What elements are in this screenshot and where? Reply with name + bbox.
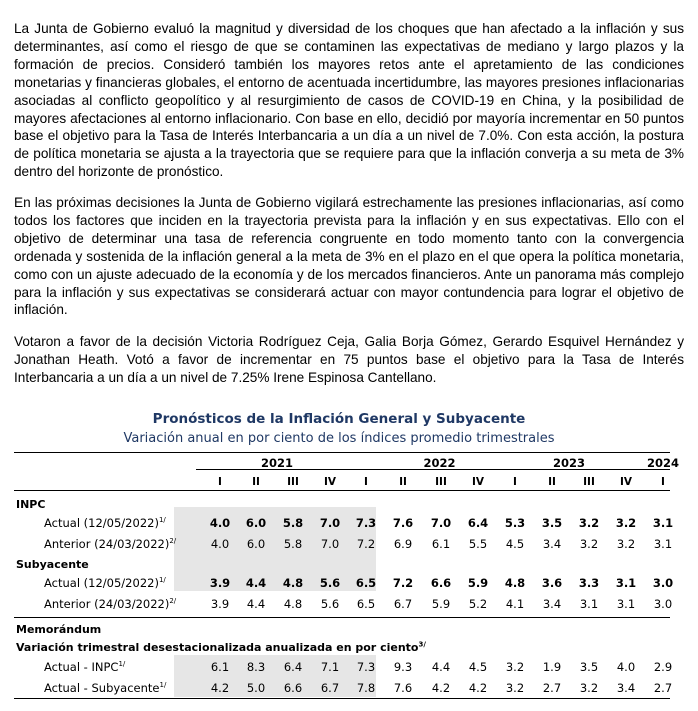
table-cell: 7.0 xyxy=(430,516,452,530)
table-cell: 3.9 xyxy=(210,597,230,611)
table-cell: 3.2 xyxy=(578,516,600,530)
table-cell: 6.1 xyxy=(431,537,451,551)
table-cell: 7.2 xyxy=(392,576,414,590)
table-cell: 3.0 xyxy=(653,597,673,611)
year-header: 2021 xyxy=(260,456,293,470)
table-cell: 4.2 xyxy=(468,681,488,695)
memo-subtitle-text: Variación trimestral desestacionalizada anualizada en por ciento xyxy=(16,641,419,654)
table-cell: 9.3 xyxy=(393,660,413,674)
quarter-header: II xyxy=(399,476,407,488)
footnote-marker: 1/ xyxy=(159,681,167,690)
table-cell: 4.4 xyxy=(431,660,451,674)
table-cell: 4.8 xyxy=(283,597,303,611)
paragraph-decision: La Junta de Gobierno evaluó la magnitud y diversidad de los choques que han afectado a la inflación y sus determinantes, así como el riesgo de que se contaminen las expectativas de mediano y largo plazos y la formación de precios. Consideró también los mayores retos ante el apretamiento de las condiciones monetarias y financieras globales, el entorno de acentuada incertidumbre, las mayores presiones inflacionarias asociadas al conflicto geopolítico y al resurgimiento de casos de COVID-19 en China, y la posibilidad de mayores afectaciones al entorno inflacionario. Con base en ello, decidió por mayoría incrementar en 50 puntos base el objetivo para la Tasa de Interés Interbancaria a un día a un nivel de 7.0%. Con esta acción, la postura de política monetaria se ajusta a la trayectoria que se requiere para que la inflación converja a su meta de 3% dentro del horizonte de pronóstico. xyxy=(14,21,684,180)
table-cell: 7.3 xyxy=(355,516,377,530)
quarter-header: III xyxy=(583,476,595,488)
quarter-header: III xyxy=(287,476,299,488)
table-cell: 6.0 xyxy=(246,537,266,551)
table-cell: 6.9 xyxy=(393,537,413,551)
table-cell: 3.2 xyxy=(505,681,525,695)
table-cell: 6.1 xyxy=(210,660,230,674)
table-cell: 7.0 xyxy=(320,537,340,551)
table-cell: 4.8 xyxy=(504,576,526,590)
table-cell: 7.0 xyxy=(319,516,341,530)
table-cell: 3.2 xyxy=(579,681,599,695)
table-cell: 5.8 xyxy=(282,516,304,530)
table-cell: 6.4 xyxy=(467,516,489,530)
row-label-text: Actual (12/05/2022) xyxy=(44,516,159,530)
table-cell: 4.1 xyxy=(505,597,525,611)
table-cell: 7.2 xyxy=(356,537,376,551)
quarter-header: II xyxy=(252,476,260,488)
table-cell: 3.1 xyxy=(653,537,673,551)
quarter-header: I xyxy=(661,476,665,488)
row-label-text: Actual - Subyacente xyxy=(44,681,160,695)
table-cell: 4.8 xyxy=(282,576,304,590)
table-cell: 5.6 xyxy=(320,597,340,611)
table-cell: 4.0 xyxy=(210,537,230,551)
table-cell: 3.4 xyxy=(616,681,636,695)
table-cell: 4.5 xyxy=(505,537,525,551)
row-label xyxy=(44,516,166,530)
table-cell: 2.7 xyxy=(653,681,673,695)
table-cell: 4.2 xyxy=(431,681,451,695)
quarter-header: I xyxy=(513,476,517,488)
quarter-header: IV xyxy=(619,476,633,488)
table-cell: 3.1 xyxy=(579,597,599,611)
table-cell: 4.5 xyxy=(468,660,488,674)
row-label-text: Actual (12/05/2022) xyxy=(44,576,159,590)
table-cell: 5.9 xyxy=(467,576,489,590)
row-label-text: Anterior (24/03/2022) xyxy=(44,597,170,611)
table-cell: 6.5 xyxy=(355,576,377,590)
table-cell: 7.3 xyxy=(356,660,376,674)
footnote-marker: 1/ xyxy=(158,576,166,585)
row-label xyxy=(44,576,166,590)
paragraph-outlook: En las próximas decisiones la Junta de Gobierno vigilará estrechamente las presiones inflacionarias, así como todos los factores que inciden en la trayectoria prevista para la inflación y en sus expectativas. Ello con el objetivo de determinar una tasa de referencia congruente en todo momento tanto con la convergencia ordenada y sostenida de la inflación general a la meta de 3% en el plazo en el que opera la política monetaria, como con un ajuste adecuado de la economía y de los mercados financieros. Ante un panorama más complejo para la inflación y sus expectativas se considerará actuar con mayor contundencia para lograr el objetivo de inflación. xyxy=(14,195,684,318)
table-cell: 3.4 xyxy=(542,597,562,611)
rule-top xyxy=(14,452,670,453)
memo-subtitle xyxy=(16,641,426,654)
table-cell: 6.7 xyxy=(393,597,413,611)
rule-under-quarters xyxy=(14,490,670,491)
table-cell: 3.5 xyxy=(541,516,563,530)
quarter-header: I xyxy=(364,476,368,488)
table-cell: 4.4 xyxy=(245,576,267,590)
row-label xyxy=(44,537,176,551)
table-cell: 2.9 xyxy=(653,660,673,674)
row-label xyxy=(44,681,166,695)
table-cell: 7.6 xyxy=(393,681,413,695)
table-cell: 4.0 xyxy=(209,516,231,530)
quarter-header: I xyxy=(218,476,222,488)
table-cell: 3.3 xyxy=(578,576,600,590)
year-header: 2024 xyxy=(647,456,680,470)
table-cell: 3.5 xyxy=(579,660,599,674)
table-cell: 3.2 xyxy=(615,516,637,530)
year-header: 2022 xyxy=(423,456,456,470)
table-cell: 4.4 xyxy=(246,597,266,611)
table-cell: 6.6 xyxy=(283,681,303,695)
table-cell: 8.3 xyxy=(246,660,266,674)
table-cell: 3.2 xyxy=(579,537,599,551)
table-cell: 5.2 xyxy=(468,597,488,611)
quarter-header: II xyxy=(548,476,556,488)
footnote-marker: 1/ xyxy=(118,660,126,669)
table-cell: 3.9 xyxy=(209,576,231,590)
table-cell: 3.1 xyxy=(615,576,637,590)
footnote-marker: 3/ xyxy=(418,640,426,649)
table-title: Pronósticos de la Inflación General y Subyacente xyxy=(152,411,526,427)
footnote-marker: 2/ xyxy=(169,537,177,546)
row-label xyxy=(44,660,125,674)
memo-title: Memorándum xyxy=(16,623,102,636)
table-cell: 3.6 xyxy=(541,576,563,590)
row-label xyxy=(44,597,176,611)
table-cell: 5.6 xyxy=(319,576,341,590)
table-cell: 4.0 xyxy=(616,660,636,674)
table-cell: 5.8 xyxy=(283,537,303,551)
quarter-header: III xyxy=(435,476,447,488)
row-label-text: Actual - INPC xyxy=(44,660,119,674)
table-cell: 5.5 xyxy=(468,537,488,551)
table-cell: 4.2 xyxy=(210,681,230,695)
rule-bottom xyxy=(14,698,670,699)
table-cell: 5.3 xyxy=(504,516,526,530)
table-cell: 6.5 xyxy=(356,597,376,611)
paragraph-votes: Votaron a favor de la decisión Victoria Rodríguez Ceja, Galia Borja Gómez, Gerardo Esquivel Hernández y Jonathan Heath. Votó a favor de incrementar en 75 puntos base el objetivo para la Tasa de Interés Interbancaria a un día a un nivel de 7.25% Irene Espinosa Cantellano. xyxy=(14,334,684,385)
table-cell: 6.7 xyxy=(320,681,340,695)
table-cell: 1.9 xyxy=(542,660,562,674)
table-cell: 3.4 xyxy=(542,537,562,551)
table-cell: 7.6 xyxy=(392,516,414,530)
table-cell: 3.1 xyxy=(652,516,674,530)
year-header: 2023 xyxy=(552,456,585,470)
footnote-marker: 1/ xyxy=(158,516,166,525)
footnote-marker: 2/ xyxy=(169,597,177,606)
table-cell: 5.0 xyxy=(246,681,266,695)
table-cell: 5.9 xyxy=(431,597,451,611)
table-cell: 6.0 xyxy=(245,516,267,530)
table-subtitle: Variación anual en por ciento de los índices promedio trimestrales xyxy=(123,431,555,446)
table-cell: 3.1 xyxy=(616,597,636,611)
section-label: Subyacente xyxy=(16,558,89,571)
table-cell: 6.6 xyxy=(430,576,452,590)
rule-memo xyxy=(14,617,670,618)
table-cell: 2.7 xyxy=(542,681,562,695)
table-cell: 6.4 xyxy=(283,660,303,674)
table-cell: 3.2 xyxy=(505,660,525,674)
quarter-header: IV xyxy=(323,476,337,488)
quarter-header: IV xyxy=(471,476,485,488)
row-label-text: Anterior (24/03/2022) xyxy=(44,537,170,551)
table-cell: 3.2 xyxy=(616,537,636,551)
table-cell: 3.0 xyxy=(652,576,674,590)
table-cell: 7.8 xyxy=(356,681,376,695)
table-cell: 7.1 xyxy=(320,660,340,674)
section-label: INPC xyxy=(16,498,46,511)
